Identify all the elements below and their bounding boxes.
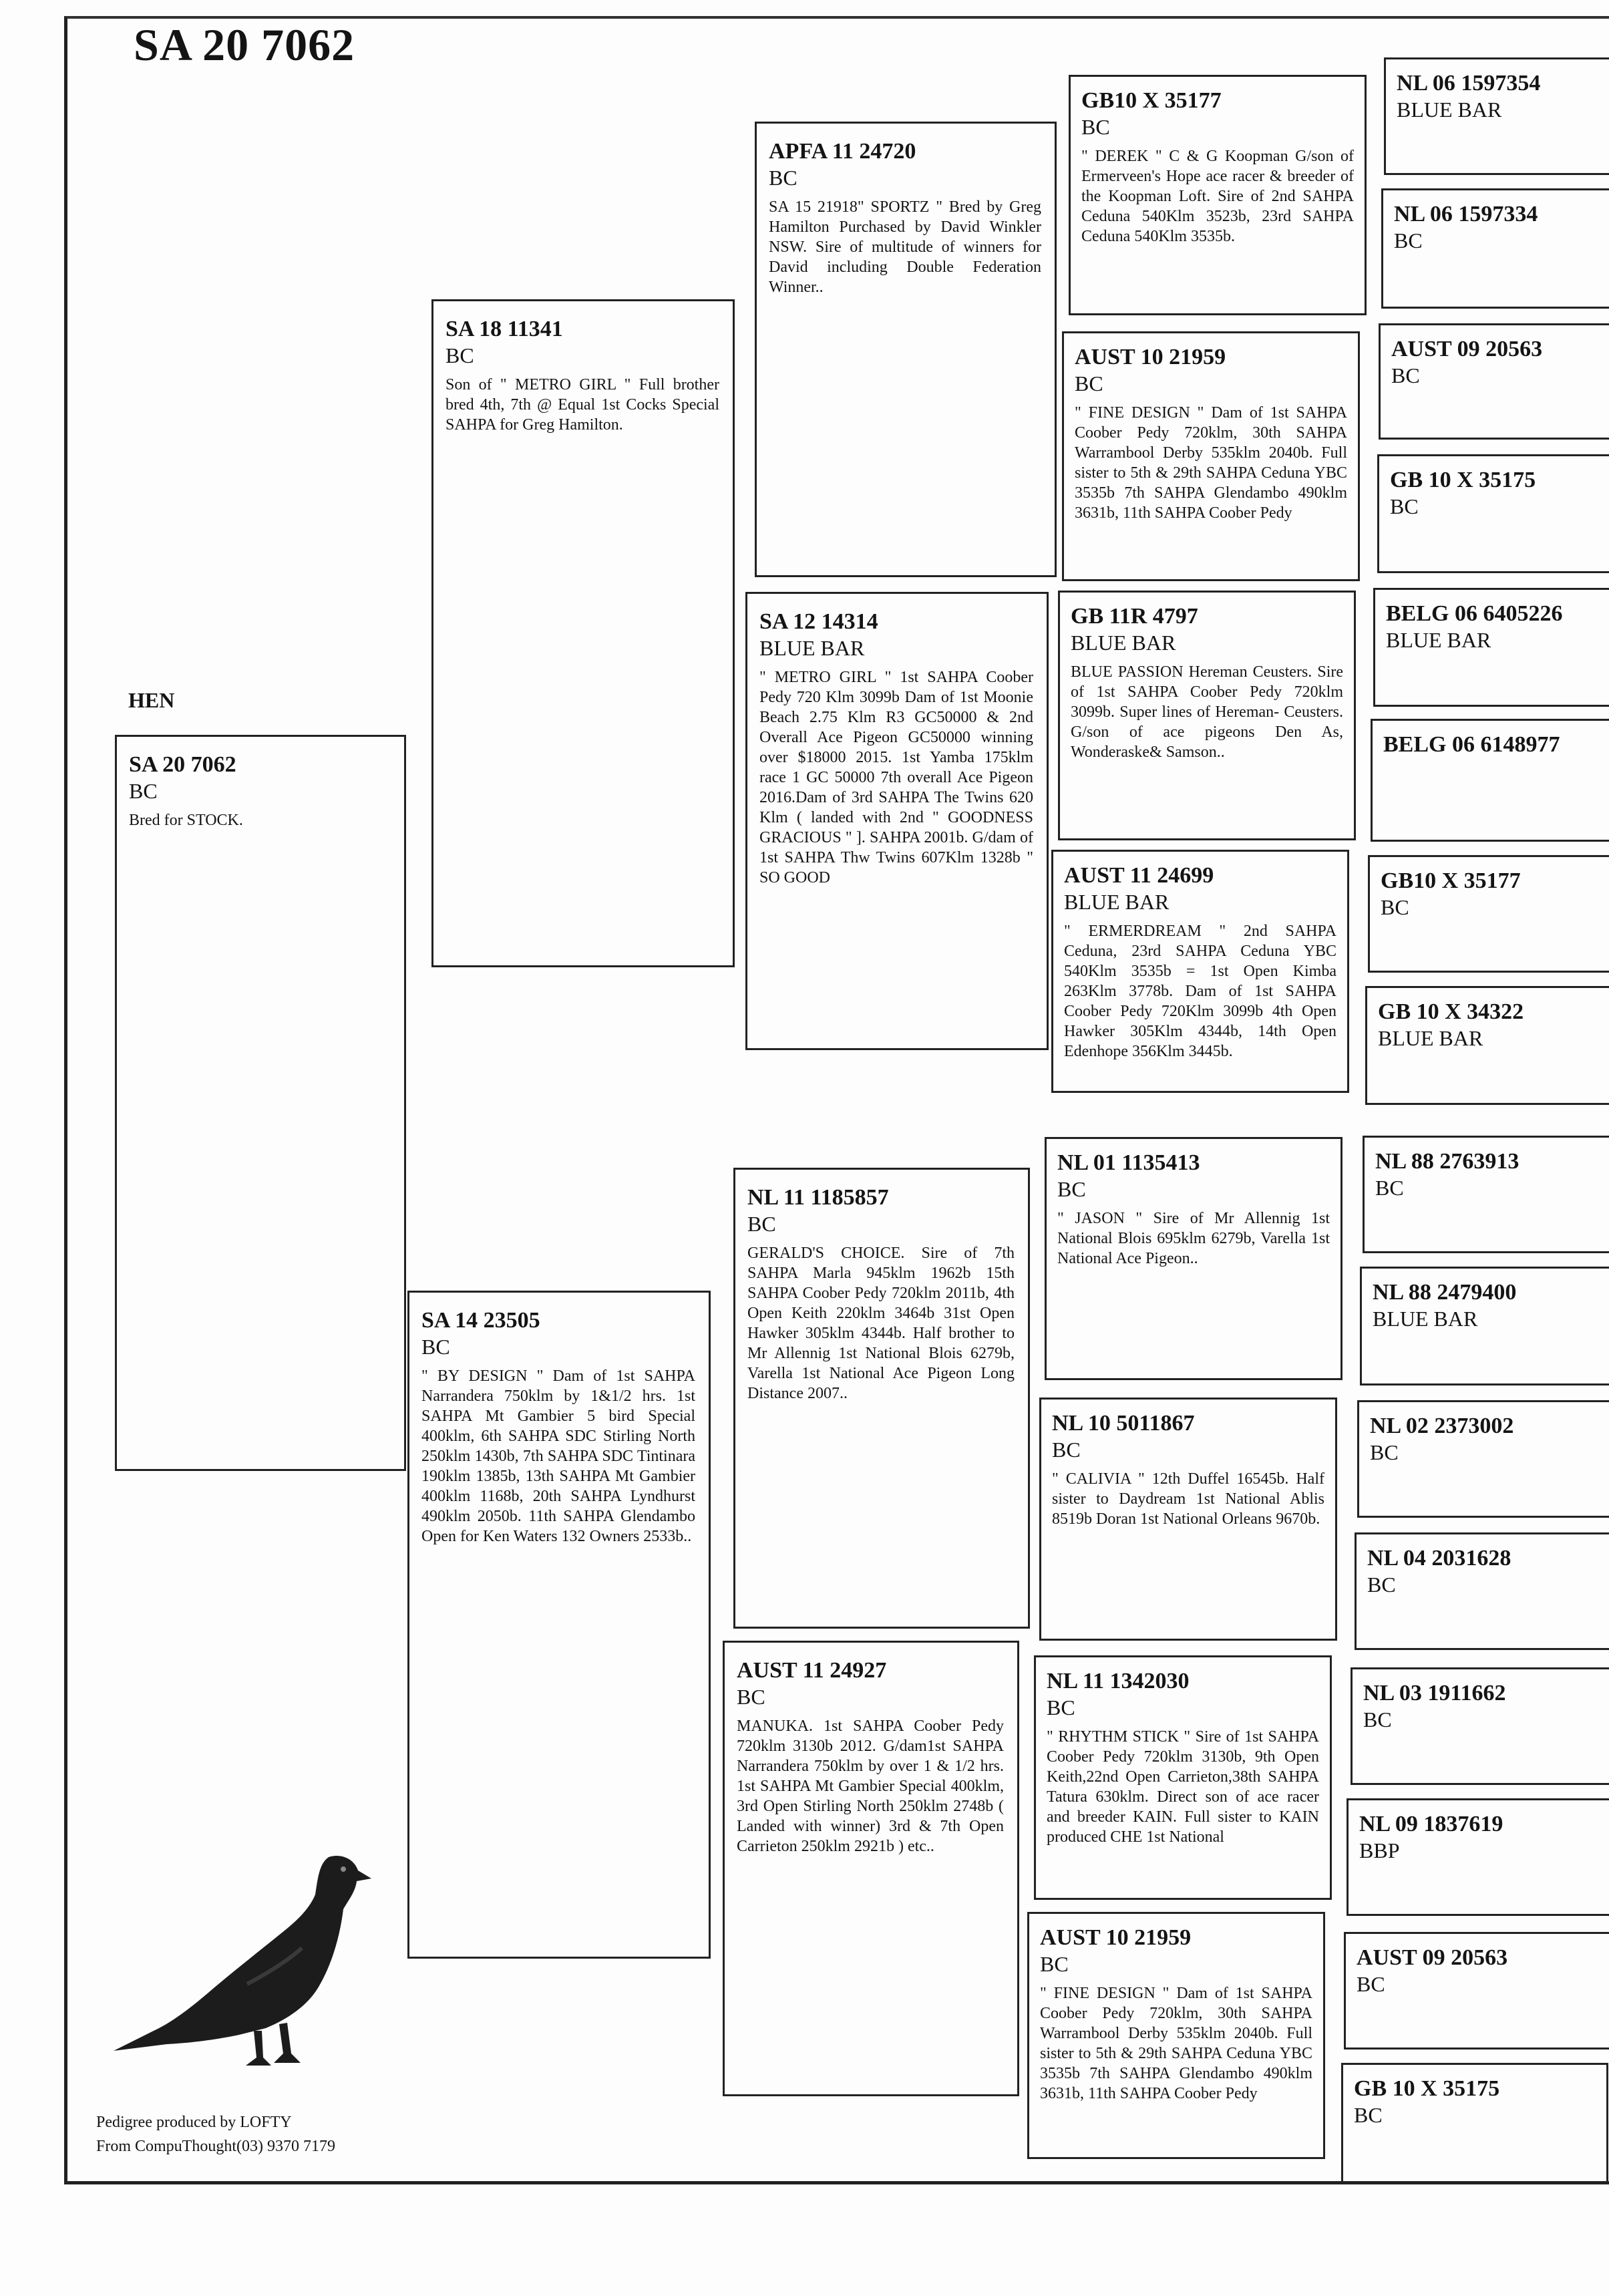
ring-number: NL 06 1597334 — [1394, 202, 1538, 226]
ring-number: NL 09 1837619 — [1359, 1812, 1503, 1836]
page-title: SA 20 7062 — [134, 19, 355, 70]
color-label: BBP — [1359, 1838, 1400, 1862]
gen2-box-2 — [745, 592, 1049, 1050]
gen2-box-4 — [723, 1641, 1019, 2096]
description: " DEREK " C & G Koopman G/son of Ermerveen's Hope ace racer & breeder of the Koopman Loft. Sire of 2nd SAHPA Ceduna 540Klm 3523b, 23rd SAHPA Ceduna 540Klm 3535b. — [1081, 148, 1354, 245]
ring-number: GB 10 X 34322 — [1378, 999, 1524, 1024]
color-label: BC — [1047, 1695, 1075, 1719]
gen4-box-13 — [1351, 1667, 1609, 1785]
gen4-box-7 — [1368, 855, 1609, 973]
color-label: BC — [1381, 895, 1409, 919]
ring-number: SA 20 7062 — [129, 752, 236, 777]
gen4-box-16 — [1341, 2063, 1608, 2183]
ring-number: BELG 06 6405226 — [1386, 601, 1563, 626]
color-label: BC — [1040, 1952, 1069, 1976]
ring-number: GB10 X 35177 — [1081, 88, 1222, 113]
ring-number: NL 01 1135413 — [1057, 1150, 1200, 1175]
color-label: BC — [1394, 228, 1423, 253]
color-label: BC — [1390, 494, 1419, 518]
gen3-box-5 — [1045, 1137, 1343, 1380]
footer-line-1: Pedigree produced by LOFTY — [96, 2114, 292, 2131]
ring-number: SA 14 23505 — [421, 1308, 540, 1333]
color-label: BC — [1391, 363, 1420, 387]
gen3-box-4 — [1051, 850, 1349, 1093]
color-label: BC — [1354, 2103, 1383, 2127]
ring-number: NL 10 5011867 — [1052, 1411, 1195, 1436]
ring-number: NL 06 1597354 — [1397, 71, 1541, 96]
ring-number: NL 03 1911662 — [1363, 1681, 1506, 1705]
description: " BY DESIGN " Dam of 1st SAHPA Narrandera 750klm by 1&1/2 hrs. 1st SAHPA Mt Gambier 5 bird Special 400klm, 6th SAHPA SDC Stirling North 250klm 1430b, 7th SAHPA SDC Tintinara 190klm 1385b, 13th SAHPA Mt Gambier 400klm 1168b, 20th SAHPA Lyndhurst 490klm 2050b. 11th SAHPA Glendambo Open for Ken Waters 132 Owners 2533b.. — [421, 1367, 695, 1545]
ring-number: BELG 06 6148977 — [1383, 732, 1560, 757]
color-label: BC — [421, 1335, 450, 1359]
description: " ERMERDREAM " 2nd SAHPA Ceduna, 23rd SAHPA Ceduna YBC 540Klm 3535b = 1st Open Kimba 263Klm 3778b. Dam of 1st SAHPA Coober Pedy 720Klm 3099b 4th Open Hawker 305Klm 4344b, 14th Open Edenhope 356Klm 3445b. — [1064, 923, 1336, 1060]
sex-label: HEN — [128, 688, 175, 712]
color-label: BC — [1363, 1707, 1392, 1732]
color-label: BC — [1375, 1176, 1404, 1200]
ring-number: GB 10 X 35175 — [1354, 2076, 1500, 2101]
description: " METRO GIRL " 1st SAHPA Coober Pedy 720 Klm 3099b Dam of 1st Moonie Beach 2.75 Klm R3 GC50000 & 2nd Overall Ace Pigeon GC50000 winning over $18000 2015. 1st Yamba 175klm race 1 GC 50000 7th overall Ace Pigeon 2016.Dam of 3rd SAHPA The Twins 620 Klm ( landed with 2nd " GOODNESS GRACIOUS " ]. SAHPA 2001b. G/dam of 1st SAHPA Thw Twins 607Klm 1328b " SO GOOD — [759, 669, 1033, 886]
gen3-box-6 — [1039, 1398, 1337, 1641]
description: " FINE DESIGN " Dam of 1st SAHPA Coober Pedy 720klm, 30th SAHPA Warrambool Derby 535klm 2040b. Full sister to 5th & 29th SAHPA Ceduna YBC 3535b 7th SAHPA Glendambo 490klm 3631b, 11th SAHPA Coober Pedy — [1040, 1985, 1312, 2102]
description: " CALIVIA " 12th Duffel 16545b. Half sister to Daydream 1st National Ablis 8519b Doran 1st National Orleans 9670b. — [1052, 1470, 1324, 1528]
color-label: BC — [445, 343, 474, 367]
description: GERALD'S CHOICE. Sire of 7th SAHPA Marla 945klm 1962b 15th SAHPA Coober Pedy 720klm 2011b, 4th Open Keith 220klm 3464b 31st Open Hawker 305klm 4344b. Half brother to Mr Allennig 1st National Blois 6279b, Varella 1st National Ace Pigeon Long Distance 2007.. — [747, 1245, 1015, 1402]
gen4-box-1 — [1384, 57, 1609, 175]
color-label: BC — [1357, 1972, 1385, 1996]
gen4-box-9 — [1363, 1136, 1609, 1253]
color-label: BC — [1367, 1573, 1396, 1597]
gen3-box-8 — [1027, 1912, 1325, 2159]
gen4-box-12 — [1355, 1532, 1609, 1650]
color-label: BC — [1081, 115, 1110, 139]
gen4-box-10 — [1360, 1267, 1609, 1385]
gen4-box-8 — [1365, 986, 1609, 1105]
color-label: BLUE BAR — [1071, 631, 1176, 655]
dam-box — [407, 1291, 711, 1959]
ring-number: NL 88 2479400 — [1373, 1280, 1517, 1305]
color-label: BLUE BAR — [759, 636, 865, 660]
ring-number: AUST 09 20563 — [1391, 337, 1543, 361]
gen3-box-2 — [1062, 331, 1360, 581]
color-label: BC — [129, 779, 158, 803]
description: BLUE PASSION Hereman Ceusters. Sire of 1st SAHPA Coober Pedy 720klm 3099b. Super lines of Hereman- Ceusters. G/son of ace pigeons Den As, Wonderaske& Samson.. — [1071, 663, 1343, 761]
description: " RHYTHM STICK " Sire of 1st SAHPA Coober Pedy 720klm 3130b, 9th Open Keith,22nd Open Carrieton,38th SAHPA Tatura 630klm. Direct son of ace racer and breeder KAIN. Full sister to KAIN produced CHE 1st National — [1047, 1728, 1319, 1846]
color-label: BC — [1057, 1177, 1086, 1201]
ring-number: SA 12 14314 — [759, 609, 878, 634]
gen3-box-3 — [1058, 591, 1356, 840]
ring-number: AUST 11 24927 — [737, 1658, 887, 1683]
gen4-box-5 — [1373, 588, 1609, 707]
gen4-box-14 — [1347, 1798, 1609, 1916]
gen4-box-3 — [1379, 323, 1609, 440]
sire-box — [431, 299, 735, 967]
ring-number: GB10 X 35177 — [1381, 868, 1521, 893]
gen4-box-6 — [1371, 719, 1609, 842]
ring-number: GB 11R 4797 — [1071, 604, 1198, 629]
pigeon-silhouette-icon — [114, 1830, 394, 2088]
color-label: BC — [737, 1685, 765, 1709]
gen2-box-1 — [755, 122, 1057, 577]
ring-number: SA 18 11341 — [445, 317, 563, 341]
ring-number: APFA 11 24720 — [769, 139, 916, 164]
description: Son of " METRO GIRL " Full brother bred 4th, 7th @ Equal 1st Cocks Special SAHPA for Greg Hamilton. — [445, 376, 719, 434]
description: Bred for STOCK. — [129, 812, 243, 829]
color-label: BLUE BAR — [1378, 1026, 1483, 1050]
description: " FINE DESIGN " Dam of 1st SAHPA Coober Pedy 720klm, 30th SAHPA Warrambool Derby 535klm 2040b. Full sister to 5th & 29th SAHPA Ceduna YBC 3535b 7th SAHPA Glendambo 490klm 3631b, 11th SAHPA Coober Pedy — [1075, 404, 1347, 522]
description: MANUKA. 1st SAHPA Coober Pedy 720klm 3130b 2012. G/dam1st SAHPA Narrandera 750klm by over 1 & 1/2 hrs. 1st SAHPA Mt Gambier Special 400klm, 3rd Open Stirling North 250klm 2748b ( Landed with winner) 3rd & 7th Open Carrieton 250klm 2921b ) etc.. — [737, 1717, 1004, 1855]
color-label: BLUE BAR — [1064, 890, 1170, 914]
footer-line-2: From CompuThought(03) 9370 7179 — [96, 2138, 335, 2155]
gen4-box-4 — [1377, 454, 1609, 573]
ring-number: AUST 09 20563 — [1357, 1945, 1508, 1970]
gen3-box-1 — [1069, 75, 1367, 315]
ring-number: GB 10 X 35175 — [1390, 468, 1536, 492]
gen2-box-3 — [733, 1168, 1030, 1629]
ring-number: NL 04 2031628 — [1367, 1546, 1511, 1571]
color-label: BLUE BAR — [1397, 98, 1502, 122]
ring-number: AUST 10 21959 — [1040, 1925, 1192, 1950]
color-label: BLUE BAR — [1373, 1307, 1478, 1331]
color-label: BLUE BAR — [1386, 628, 1491, 652]
ring-number: AUST 10 21959 — [1075, 345, 1226, 369]
gen3-box-7 — [1034, 1655, 1332, 1900]
color-label: BC — [747, 1212, 776, 1236]
color-label: BC — [1052, 1438, 1081, 1462]
color-label: BC — [1370, 1440, 1399, 1464]
gen4-box-2 — [1381, 188, 1609, 309]
gen4-box-15 — [1344, 1932, 1609, 2049]
description: SA 15 21918" SPORTZ " Bred by Greg Hamilton Purchased by David Winkler NSW. Sire of multitude of winners for David including Double Federation Winner.. — [769, 198, 1041, 296]
ring-number: NL 88 2763913 — [1375, 1149, 1519, 1174]
color-label: BC — [769, 166, 797, 190]
color-label: BC — [1075, 371, 1103, 395]
subject-box — [115, 735, 406, 1471]
ring-number: NL 11 1342030 — [1047, 1669, 1190, 1693]
ring-number: AUST 11 24699 — [1064, 863, 1214, 888]
description: " JASON " Sire of Mr Allennig 1st National Blois 695klm 6279b, Varella 1st National Ace Pigeon.. — [1057, 1210, 1330, 1267]
ring-number: NL 11 1185857 — [747, 1185, 889, 1210]
ring-number: NL 02 2373002 — [1370, 1414, 1514, 1438]
gen4-box-11 — [1357, 1400, 1609, 1518]
